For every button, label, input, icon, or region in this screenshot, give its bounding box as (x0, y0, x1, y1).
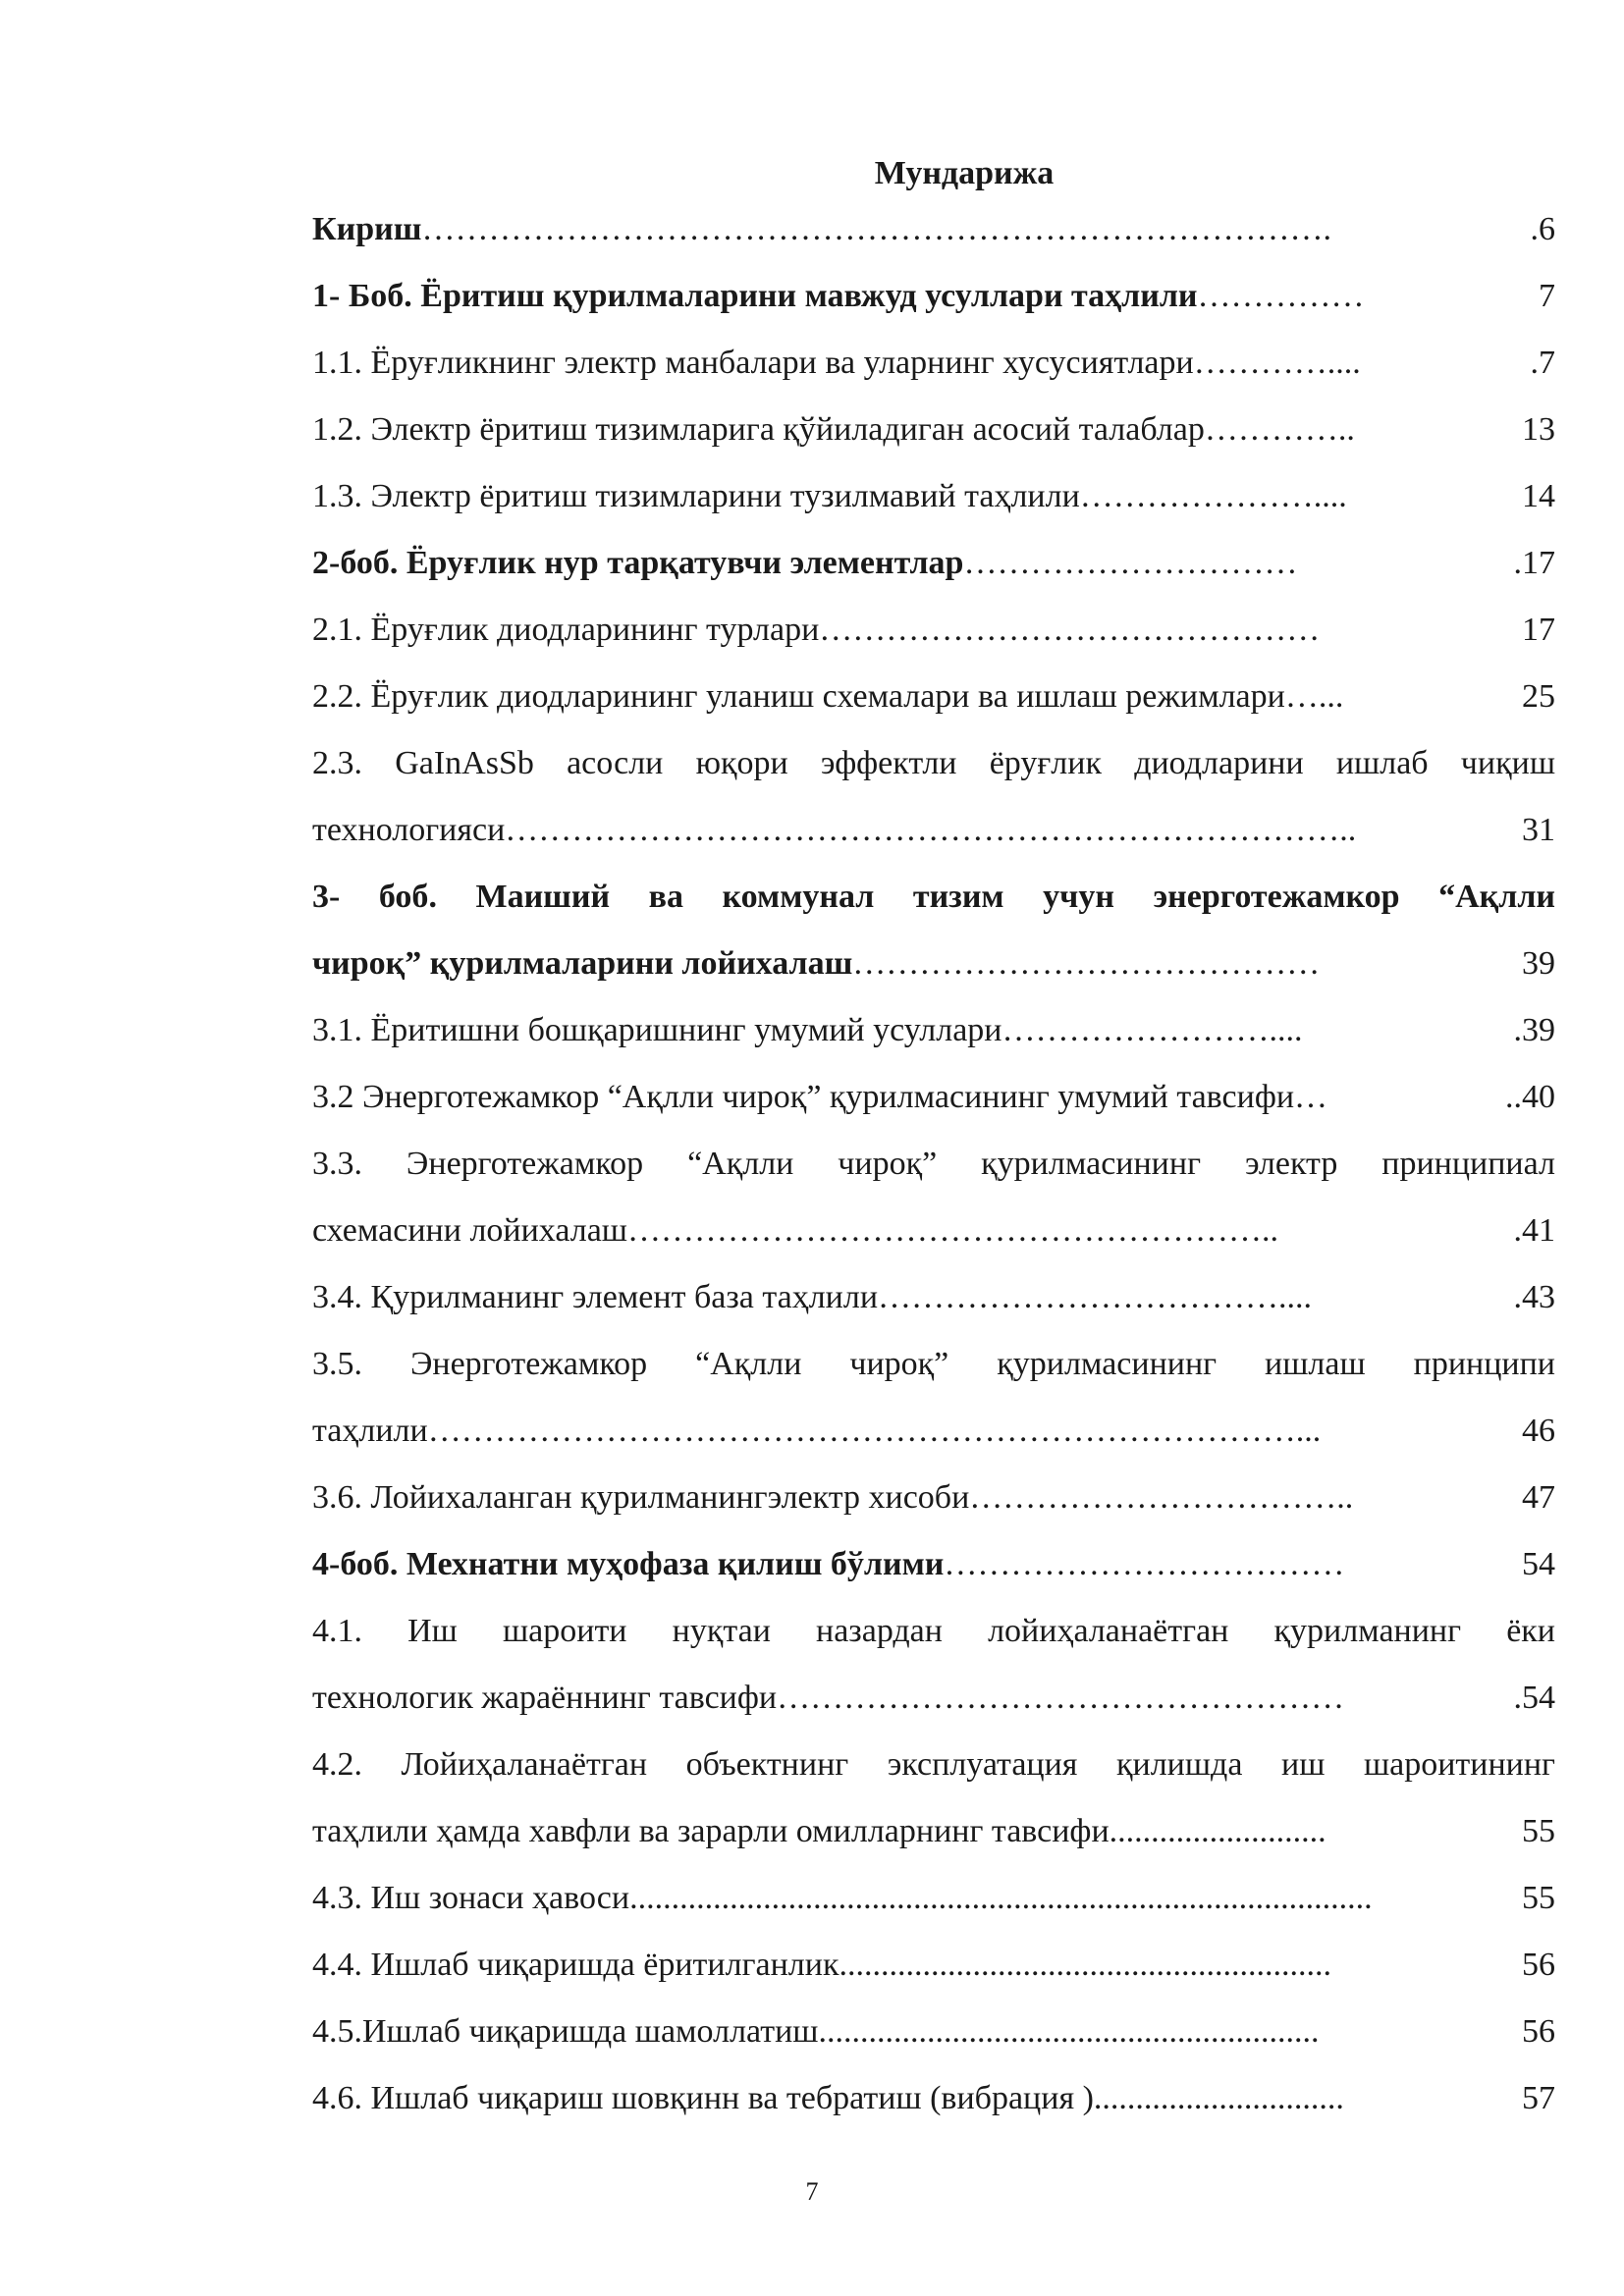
toc-entry-row (312, 1673, 1555, 1724)
toc-entry-title: 3.5. Энерготежамкор “Ақлли чироқ” қурилмасининг ишлаш принципи (312, 1346, 1555, 1382)
toc-entry-row (312, 1005, 1555, 1056)
toc-entry-title: 2.1. Ёруғлик диодларининг турлари (312, 612, 820, 648)
toc-page-number: 54 (1522, 1546, 1555, 1582)
toc-dot-leader: ........................................................... (839, 1947, 1331, 1983)
toc-entry-line (312, 1606, 1555, 1673)
toc-page-number: 14 (1522, 478, 1555, 514)
toc-entry (312, 471, 1555, 538)
toc-entry-line (312, 872, 1555, 938)
toc-entry-title: схемасини лойихалаш (312, 1212, 627, 1249)
toc-entry-title: 2.2. Ёруғлик диодларининг уланиш схемалари ва ишлаш режимлари (312, 678, 1285, 715)
toc-entry (312, 605, 1555, 671)
toc-dot-leader: ……………………………….... (878, 1279, 1313, 1315)
table-of-contents (312, 204, 1555, 2140)
toc-entry-title: 1.3. Электр ёритиш тизимларини тузилмавий таҳлили (312, 478, 1080, 514)
toc-entry (312, 1005, 1555, 1072)
toc-dot-leader: ………….. (1204, 411, 1355, 448)
toc-entry-row (312, 1205, 1555, 1256)
toc-entry (312, 1539, 1555, 1606)
toc-entry (312, 938, 1555, 1005)
toc-dot-leader: ………………………………………………………………….. (505, 812, 1357, 848)
toc-entry-title: 4.1. Иш шароити нуқтаи назардан лойиҳаланаётган қурилманинг ёки (312, 1613, 1555, 1649)
toc-entry (312, 1205, 1555, 1272)
toc-entry-row (312, 338, 1555, 389)
toc-dot-leader: ……………………………… (944, 1546, 1345, 1582)
toc-entry-row (312, 1472, 1555, 1523)
toc-page-number: 17 (1522, 612, 1555, 648)
toc-entry-title: 2-боб. Ёруғлик нур тарқатувчи элементлар (312, 545, 964, 581)
toc-dot-leader: ………………………………………………………………………. (421, 211, 1331, 247)
toc-entry-row (312, 805, 1555, 856)
toc-dot-leader: ………………………………………………….. (626, 1212, 1278, 1249)
toc-dot-leader: …………………………….. (969, 1479, 1354, 1516)
toc-entry-row (312, 671, 1555, 722)
page-title: Мундарижа (874, 155, 1055, 191)
toc-entry (312, 1272, 1555, 1339)
toc-entry (312, 671, 1555, 738)
toc-entry (312, 1406, 1555, 1472)
toc-entry-row (312, 605, 1555, 656)
toc-entry-title: 4.3. Иш зонаси ҳавоси (312, 1880, 630, 1916)
toc-dot-leader: .......................... (1109, 1813, 1326, 1849)
toc-page-number: 55 (1522, 1880, 1555, 1916)
toc-entry (312, 1873, 1555, 1940)
toc-entry (312, 1673, 1555, 1739)
toc-page-number: .39 (1513, 1012, 1555, 1048)
toc-page-number: 47 (1522, 1479, 1555, 1516)
toc-entry-title: 4.2. Лойиҳаланаётган объектнинг эксплуатация қилишда иш шароитининг (312, 1746, 1555, 1783)
toc-entry (312, 338, 1555, 404)
toc-entry-row (312, 271, 1555, 322)
toc-page-number: 56 (1522, 1947, 1555, 1983)
toc-page-number: .6 (1530, 211, 1555, 247)
toc-entry-title: Кириш (312, 211, 422, 247)
toc-dot-leader: ......................................................................................... (629, 1880, 1373, 1916)
toc-page-number: 7 (1539, 278, 1555, 314)
toc-entry-row (312, 2073, 1555, 2124)
toc-dot-leader: …………… (1197, 278, 1365, 314)
toc-entry (312, 538, 1555, 605)
toc-entry-title: чироқ” қурилмаларини лойихалаш (312, 945, 853, 982)
toc-entry-title: 1- Боб. Ёритиш қурилмаларини мавжуд усуллари таҳлили (312, 278, 1198, 314)
toc-page-number: 55 (1522, 1813, 1555, 1849)
toc-page-number: 13 (1522, 411, 1555, 448)
toc-dot-leader: ............................................................ (818, 2013, 1320, 2050)
toc-entry-row (312, 1940, 1555, 1991)
toc-entry-title: 3.3. Энерготежамкор “Ақлли чироқ” қурилмасининг электр принципиал (312, 1146, 1555, 1182)
toc-page-number: 46 (1522, 1413, 1555, 1449)
toc-entry (312, 271, 1555, 338)
toc-page-number: 57 (1522, 2080, 1555, 2116)
toc-entry-row (312, 1272, 1555, 1323)
toc-page-number: 39 (1522, 945, 1555, 982)
toc-entry-row (312, 204, 1555, 255)
toc-entry-title: 4.4. Ишлаб чиқаришда ёритилганлик (312, 1947, 839, 1983)
toc-entry-line (312, 1739, 1555, 1806)
toc-entry-line (312, 1339, 1555, 1406)
toc-dot-leader: ……………………………………………………………………... (427, 1413, 1322, 1449)
toc-dot-leader: ………………………… (963, 545, 1298, 581)
toc-entry (312, 2073, 1555, 2140)
toc-entry-row (312, 1072, 1555, 1123)
toc-entry-row (312, 1406, 1555, 1457)
toc-entry-row (312, 938, 1555, 989)
toc-page-number: 31 (1522, 812, 1555, 848)
toc-entry-title: 3.6. Лойихаланган қурилманингэлектр хисоби (312, 1479, 970, 1516)
toc-entry-title: технологияси (312, 812, 506, 848)
toc-entry-title: таҳлили (312, 1413, 428, 1449)
toc-page-number: .41 (1513, 1212, 1555, 1249)
toc-entry (312, 2006, 1555, 2073)
toc-entry-title: 3.4. Қурилманинг элемент база таҳлили (312, 1279, 879, 1315)
toc-entry-title: технологик жараённинг тавсифи (312, 1680, 778, 1716)
toc-dot-leader: ………….... (1193, 345, 1361, 381)
toc-entry-row (312, 404, 1555, 455)
toc-dot-leader: ………………….... (1079, 478, 1347, 514)
toc-dot-leader: … (1294, 1079, 1328, 1115)
toc-entry-title: таҳлили ҳамда хавфли ва зарарли омилларнинг тавсифи (312, 1813, 1110, 1849)
toc-entry-title: . Маиший ва коммунал тизим учун энерготежамкор “Ақлли (428, 879, 1555, 915)
toc-entry-line (312, 738, 1555, 805)
toc-page-number: .17 (1513, 545, 1555, 581)
toc-page-number: ..40 (1505, 1079, 1555, 1115)
toc-entry-row (312, 2006, 1555, 2057)
toc-dot-leader: …………………….... (1001, 1012, 1303, 1048)
toc-page-number: 25 (1522, 678, 1555, 715)
toc-entry (312, 1940, 1555, 2006)
toc-dot-leader: ……………………………………… (819, 612, 1321, 648)
toc-dot-leader: …... (1284, 678, 1344, 715)
toc-entry-line (312, 1139, 1555, 1205)
toc-dot-leader: .............................. (1093, 2080, 1344, 2116)
toc-entry-title: 1.2. Электр ёритиш тизимларига қўйиладиган асосий талаблар (312, 411, 1205, 448)
toc-page-number: .54 (1513, 1680, 1555, 1716)
toc-entry-title: 1.1. Ёруғликнинг электр манбалари ва уларнинг хусусиятлари (312, 345, 1194, 381)
toc-entry (312, 1472, 1555, 1539)
toc-dot-leader: …………………………………… (852, 945, 1321, 982)
toc-entry-title: 2.3. GaInAsSb асосли юқори эффектли ёруғлик диодларини ишлаб чиқиш (312, 745, 1555, 781)
toc-entry (312, 1072, 1555, 1139)
toc-entry (312, 204, 1555, 271)
toc-entry (312, 805, 1555, 872)
toc-entry-row (312, 1873, 1555, 1924)
toc-entry (312, 1806, 1555, 1873)
toc-entry-title: 4-боб. Мехнатни муҳофаза қилиш бўлими (312, 1546, 945, 1582)
toc-entry-row (312, 1539, 1555, 1590)
toc-page-number: .43 (1513, 1279, 1555, 1315)
toc-entry-row (312, 538, 1555, 589)
toc-page-number: 56 (1522, 2013, 1555, 2050)
page-number: 7 (805, 2177, 819, 2206)
toc-dot-leader: …………………………………………… (777, 1680, 1345, 1716)
toc-entry-row (312, 1806, 1555, 1857)
toc-entry-title: 4.6. Ишлаб чиқариш шовқинн ва тебратиш (вибрация ) (312, 2080, 1094, 2116)
toc-entry-title: 3.1. Ёритишни бошқаришнинг умумий усуллари (312, 1012, 1002, 1048)
toc-entry-title: 3.2 Энерготежамкор “Ақлли чироқ” қурилмасининг умумий тавсифи (312, 1079, 1295, 1115)
toc-page-number: .7 (1530, 345, 1555, 381)
toc-chapter-label: 3- боб (312, 879, 429, 915)
toc-entry (312, 404, 1555, 471)
toc-entry-row (312, 471, 1555, 522)
toc-entry-title: 4.5.Ишлаб чиқаришда шамоллатиш (312, 2013, 819, 2050)
